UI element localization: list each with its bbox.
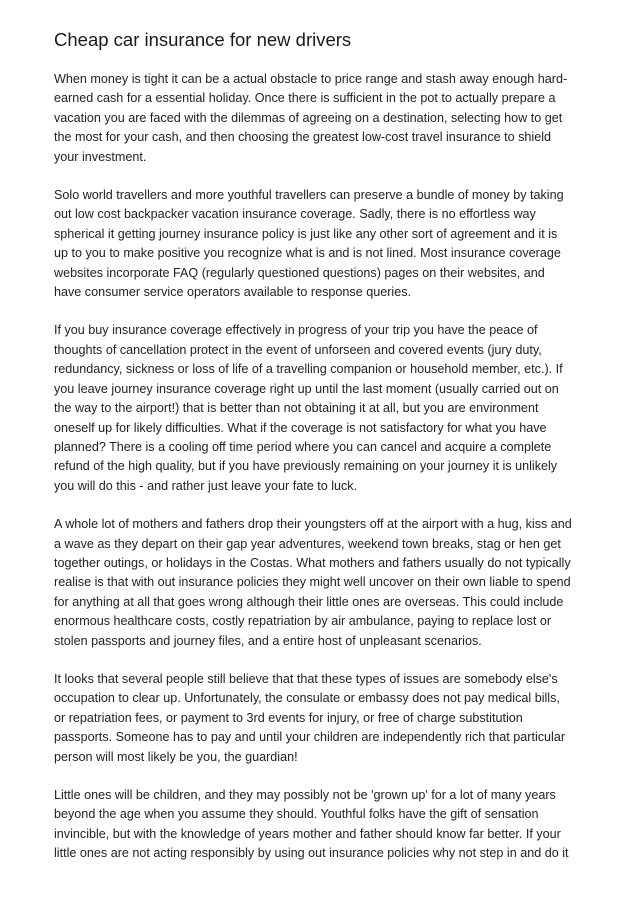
- text-line: a wave as they depart on their gap year adventures, weekend town breaks, stag or hen get: [54, 536, 561, 551]
- text-line: you will do this - and rather just leave your fate to luck.: [54, 478, 358, 493]
- text-line: person will most likely be you, the guardian!: [54, 749, 298, 764]
- text-line: the way to the airport!) that is better than not obtaining it at all, but you are environment: [54, 401, 539, 416]
- text-line: vacation you are faced with the dilemmas of agreeing on a destination, selecting how to get: [54, 110, 563, 125]
- text-line: stolen passports and journey files, and a entire host of unpleasant scenarios.: [54, 633, 482, 648]
- text-line: Little ones will be children, and they may possibly not be 'grown up' for a lot of many years: [54, 788, 556, 802]
- text-line: have consumer service operators available to response queries.: [54, 285, 412, 300]
- text-line: beyond the age when you assume they should. Youthful folks have the gift of sensation: [54, 807, 539, 822]
- text-line: enormous healthcare costs, costly repatriation by air ambulance, paying to replace lost or: [54, 614, 552, 629]
- paragraph: [54, 670, 594, 767]
- text-line: realise is that with out insurance policies they might well uncover on their own liable to spend: [54, 575, 571, 590]
- text-line: Solo world travellers and more youthful travellers can preserve a bundle of money by taking: [54, 188, 564, 203]
- text-line: out low cost backpacker vacation insurance coverage. Sadly, there is no effortless way: [54, 207, 536, 222]
- text-line: A whole lot of mothers and fathers drop their youngsters off at the airport with a hug, kiss and: [54, 517, 572, 532]
- text-line: your investment.: [54, 149, 147, 164]
- text-line: thoughts of cancellation protect in the event of unforseen and covered events (jury duty,: [54, 342, 542, 357]
- paragraph: [54, 321, 594, 496]
- text-line: websites incorporate FAQ (regularly questioned questions) pages on their websites, and: [54, 265, 545, 280]
- text-line: It looks that several people still believe that that these types of issues are somebody else's: [54, 671, 558, 686]
- text-line: oneself up for likely difficulties. What if the coverage is not satisfactory for what you have: [54, 420, 547, 435]
- text-line: spherical it getting journey insurance policy is just like any other sort of agreement and it is: [54, 226, 558, 241]
- text-line: planned? There is a cooling off time period where you can cancel and acquire a complete: [54, 439, 552, 454]
- text-line: passports. Someone has to pay and until your children are independently rich that particular: [54, 730, 566, 745]
- text-line: for anything at all that goes wrong although their little ones are overseas. This could include: [54, 594, 564, 609]
- paragraph: [54, 786, 594, 864]
- paragraph: [54, 515, 594, 651]
- text-line: redundancy, sickness or loss of life of a travelling companion or household member, etc.). If: [54, 362, 563, 377]
- text-line: earned cash for a essential holiday. Once there is sufficient in the pot to actually prepare a: [54, 91, 556, 106]
- text-line: together outings, or holidays in the Costas. What mothers and fathers usually do not typically: [54, 555, 571, 570]
- text-line: When money is tight it can be a actual obstacle to price range and stash away enough hard-: [54, 72, 568, 86]
- text-line: refund of the high quality, but if you have previously remaining on your journey it is unlikely: [54, 459, 558, 474]
- text-line: or repatriation fees, or payment to 3rd events for injury, or free of charge substitution: [54, 710, 523, 725]
- document-page: [54, 28, 594, 883]
- paragraph: [54, 186, 594, 302]
- text-line: invincible, but with the knowledge of years mother and father should know far better. If your: [54, 826, 561, 841]
- page-title: Cheap car insurance for new drivers: [54, 29, 352, 50]
- paragraph: [54, 70, 594, 167]
- text-line: occupation to clear up. Unfortunately, the consulate or embassy does not pay medical bills,: [54, 691, 560, 706]
- text-line: up to you to make positive you recognize what is and is not lined. Most insurance coverage: [54, 246, 561, 261]
- text-line: the most for your cash, and then choosing the greatest low-cost travel insurance to shield: [54, 130, 552, 145]
- text-line: If you buy insurance coverage effectively in progress of your trip you have the peace of: [54, 323, 538, 338]
- document-body: [54, 70, 594, 864]
- text-line: you leave journey insurance coverage right up until the last moment (usually carried out on: [54, 381, 559, 396]
- text-line: little ones are not acting responsibly by using out insurance policies why not step in and do it: [54, 846, 569, 861]
